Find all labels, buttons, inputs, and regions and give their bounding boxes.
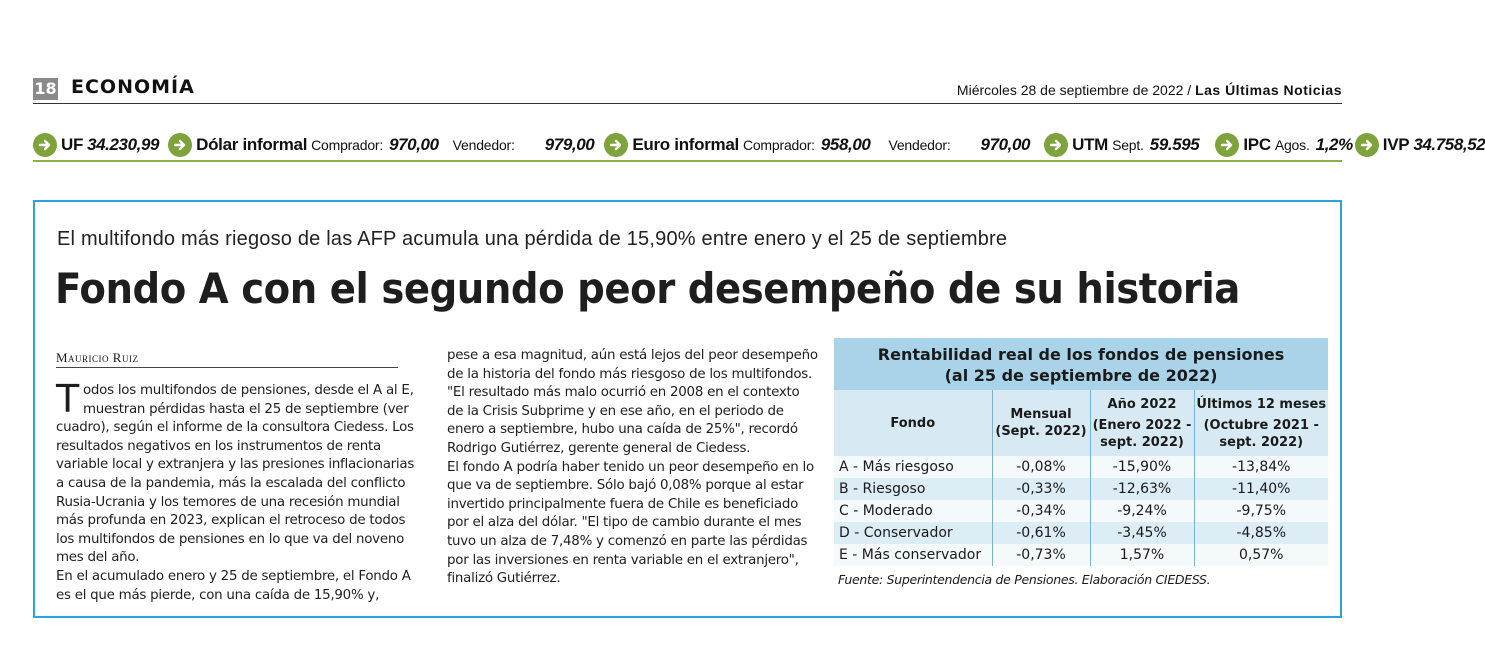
- cell-fondo: E - Más conservador: [834, 544, 992, 566]
- paragraph-text: odos los multifondos de pensiones, desde el A al E, muestran pérdidas hasta el 25 de septiembre (ver cuadro), según el informe de la consultora Ciedess. Los resultados negativos en los instrumentos de renta variable local y extranjera y las presiones inflacionarias a causa de la pandemia, más la escalada del conflicto Rusia-Ucrania y los temores de una recesión mundial más profunda en 2023, explican el retroceso de todos los multifondos de pensiones en lo que va del noveno mes del año.: [56, 383, 415, 566]
- newspaper-name: Las Últimas Noticias: [1195, 82, 1342, 98]
- ticker-euro-comprador: [604, 133, 870, 157]
- returns-table: [834, 390, 1328, 566]
- indicators-ticker: [33, 130, 1485, 162]
- page-number: 18: [34, 79, 57, 98]
- table-title-line: (al 25 de septiembre de 2022): [944, 366, 1218, 385]
- article-headline: Fondo A con el segundo peor desempeño de su historia: [55, 264, 1240, 313]
- article-paragraph: El fondo A podría haber tenido un peor desempeño en lo que va de septiembre. Sólo bajó 0,08% porque al estar invertido principalmente fuera de Chile es beneficiado por el alza del dólar. "El tipo de cambio durante el mes tuvo un alza de 7,48% y comenzó en parte las pérdidas por las inversiones en renta variable en el extranjero", finalizó Gutiérrez.: [447, 459, 814, 587]
- header-line: (Enero 2022 -: [1092, 417, 1192, 433]
- cell-ultimos: -9,75%: [1194, 500, 1328, 522]
- ticker-name: UTM: [1072, 135, 1109, 154]
- cell-ultimos: -4,85%: [1194, 522, 1328, 544]
- ticker-name: IPC: [1243, 135, 1271, 154]
- ticker-dolar-vendedor: [453, 135, 595, 155]
- header-ultimos: [1194, 390, 1328, 456]
- cell-anio: -3,45%: [1090, 522, 1194, 544]
- ticker-dolar-comprador: [168, 133, 439, 157]
- cell-fondo: A - Más riesgoso: [834, 456, 992, 478]
- article-column-2: [447, 347, 819, 589]
- ticker-value: 1,2%: [1315, 135, 1353, 154]
- arrow-right-icon: [1044, 133, 1068, 157]
- ticker-sub: Vendedor:: [888, 137, 951, 153]
- table-row: [834, 478, 1328, 500]
- table-source: Fuente: Superintendencia de Pensiones. Elaboración CIEDESS.: [838, 572, 1211, 587]
- header-line: (Octubre 2021 -: [1203, 417, 1319, 433]
- returns-table-block: [834, 338, 1328, 587]
- article-box: [33, 200, 1342, 618]
- cell-fondo: D - Conservador: [834, 522, 992, 544]
- ticker-name: Dólar informal: [196, 135, 308, 154]
- header-line: (Sept. 2022): [995, 424, 1087, 439]
- header-mensual: [992, 390, 1090, 456]
- cell-ultimos: -11,40%: [1194, 478, 1328, 500]
- page-header: [33, 76, 1342, 104]
- arrow-right-icon: [168, 133, 192, 157]
- arrow-right-icon: [1355, 133, 1379, 157]
- cell-fondo: B - Riesgoso: [834, 478, 992, 500]
- cell-mensual: -0,08%: [992, 456, 1090, 478]
- cell-mensual: -0,73%: [992, 544, 1090, 566]
- ticker-name: IVP: [1382, 135, 1410, 154]
- ticker-euro-vendedor: [888, 135, 1030, 155]
- arrow-right-icon: [33, 133, 57, 157]
- ticker-value: 34.230,99: [87, 135, 160, 154]
- arrow-right-icon: [1215, 133, 1239, 157]
- ticker-value: 34.758,52: [1413, 135, 1485, 154]
- table-title-line: Rentabilidad real de los fondos de pensiones: [877, 345, 1285, 364]
- ticker-sub: Agos.: [1274, 137, 1310, 153]
- cell-ultimos: -13,84%: [1194, 456, 1328, 478]
- ticker-name: UF: [61, 135, 84, 154]
- ticker-ipc: [1215, 133, 1352, 157]
- ticker-value: 970,00: [980, 135, 1031, 154]
- section-title: ECONOMÍA: [71, 76, 195, 98]
- cell-anio: 1,57%: [1090, 544, 1194, 566]
- article-paragraph: pese a esa magnitud, aún está lejos del peor desempeño de la historia del fondo más riesgoso de los multifondos. "El resultado más malo ocurrió en 2008 en el contexto de la Crisis Subprime y en ese año, en el periodo de enero a septiembre, hubo una caída de 25%", recordó Rodrigo Gutiérrez, gerente general de Ciedess.: [447, 348, 818, 456]
- drop-cap: T: [56, 377, 79, 421]
- ticker-uf: [33, 133, 159, 157]
- ticker-name: Euro informal: [632, 135, 739, 154]
- cell-mensual: -0,33%: [992, 478, 1090, 500]
- header-line: Últimos 12 meses: [1196, 396, 1327, 412]
- cell-mensual: -0,61%: [992, 522, 1090, 544]
- cell-anio: -9,24%: [1090, 500, 1194, 522]
- ticker-value: 970,00: [389, 135, 439, 154]
- article-byline: Mauricio Ruiz: [56, 350, 398, 368]
- table-row: [834, 500, 1328, 522]
- article-paragraph: [56, 377, 418, 568]
- header-line: Año 2022: [1107, 396, 1177, 412]
- table-row: [834, 456, 1328, 478]
- header-dateline: [957, 82, 1342, 98]
- arrow-right-icon: [604, 133, 628, 157]
- cell-fondo: C - Moderado: [834, 500, 992, 522]
- ticker-ivp: [1355, 133, 1485, 157]
- ticker-value: 59.595: [1149, 135, 1200, 154]
- table-header-row: [834, 390, 1328, 456]
- header-line: Mensual: [1010, 407, 1072, 422]
- table-title: [834, 338, 1328, 390]
- ticker-sub: Vendedor:: [452, 137, 515, 153]
- article-paragraph: En el acumulado enero y 25 de septiembre, el Fondo A es el que más pierde, con una caída de 15,90% y,: [56, 568, 411, 603]
- cell-mensual: -0,34%: [992, 500, 1090, 522]
- article-kicker: El multifondo más riegoso de las AFP acumula una pérdida de 15,90% entre enero y el 25 de septiembre: [57, 228, 1008, 250]
- ticker-utm: [1044, 133, 1199, 157]
- issue-date: Miércoles 28 de septiembre de 2022 /: [956, 82, 1196, 98]
- ticker-sub: Sept.: [1112, 137, 1144, 153]
- cell-ultimos: 0,57%: [1194, 544, 1328, 566]
- header-line: sept. 2022): [1100, 434, 1184, 450]
- article-column-1: [56, 377, 418, 605]
- ticker-sub: Comprador:: [742, 137, 815, 153]
- header-fondo: Fondo: [834, 390, 992, 456]
- ticker-value: 958,00: [820, 135, 871, 154]
- table-row: [834, 544, 1328, 566]
- header-anio: [1090, 390, 1194, 456]
- table-row: [834, 522, 1328, 544]
- header-line: sept. 2022): [1219, 434, 1304, 450]
- ticker-value: 979,00: [544, 135, 595, 154]
- cell-anio: -12,63%: [1090, 478, 1194, 500]
- ticker-sub: Comprador:: [311, 137, 384, 153]
- cell-anio: -15,90%: [1090, 456, 1194, 478]
